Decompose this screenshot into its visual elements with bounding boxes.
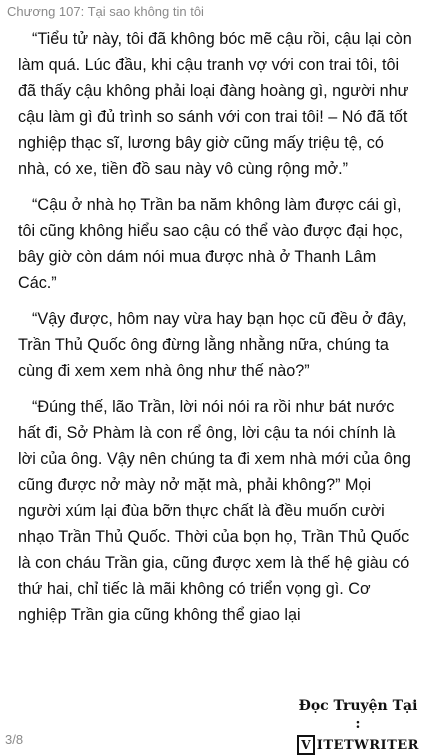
paragraph-1: “Tiểu tử này, tôi đã không bóc mẽ cậu rồi, cậu lại còn làm quá. Lúc đầu, khi cậu tranh vợ với con trai tôi, tôi đã thấy cậu không phải loại đàng hoàng gì, người như cậu làm gì đủ trình so sánh với con trai tôi! – Nó đã tốt nghiệp thạc sĩ, lương bây giờ cũng mấy triệu tệ, có nhà, có xe, tiền đồ sau này vô cùng rộng mở.” (18, 30, 412, 178)
chapter-title: Chương 107: Tại sao không tin tôi (7, 4, 204, 19)
watermark-caption: Đọc Truyện Tại : (298, 698, 418, 732)
vietwriter-logo-icon: V (297, 735, 315, 755)
watermark-brand-row (297, 735, 419, 755)
paragraph-4: “Đúng thế, lão Trần, lời nói nói ra rồi như bát nước hất đi, Sở Phàm là con rể ông, lời cậu ta nói chính là lời của ông. Vậy nên chúng ta đi xem nhà mới của ông cũng được nở mày nở mặt mà, phải không?” Mọi người xúm lại đùa bỡn thực chất là đều muốn cười nhạo Trần Thủ Quốc. Thời của bọn họ, Trần Thủ Quốc là con cháu Trần gia, cũng được xem là thế hệ giàu có thứ hai, chỉ tiếc là mãi không có triển vọng gì. Cơ nghiệp Trần gia cũng không thể giao lại (18, 398, 411, 624)
reading-content[interactable] (0, 26, 425, 638)
paragraph-3: “Vậy được, hôm nay vừa hay bạn học cũ đều ở đây, Trần Thủ Quốc ông đừng lằng nhằng nữa, chúng ta cùng đi xem xem nhà ông như thế nào?” (18, 310, 407, 380)
paragraph-2: “Cậu ở nhà họ Trần ba năm không làm được cái gì, tôi cũng không hiểu sao cậu có thể vào được đại học, bây giờ còn dám nói mua được nhà ở Thanh Lâm Các.” (18, 196, 404, 292)
watermark-brand: ITETWRITER (316, 737, 419, 753)
watermark (297, 697, 419, 755)
page-indicator: 3/8 (5, 732, 24, 747)
